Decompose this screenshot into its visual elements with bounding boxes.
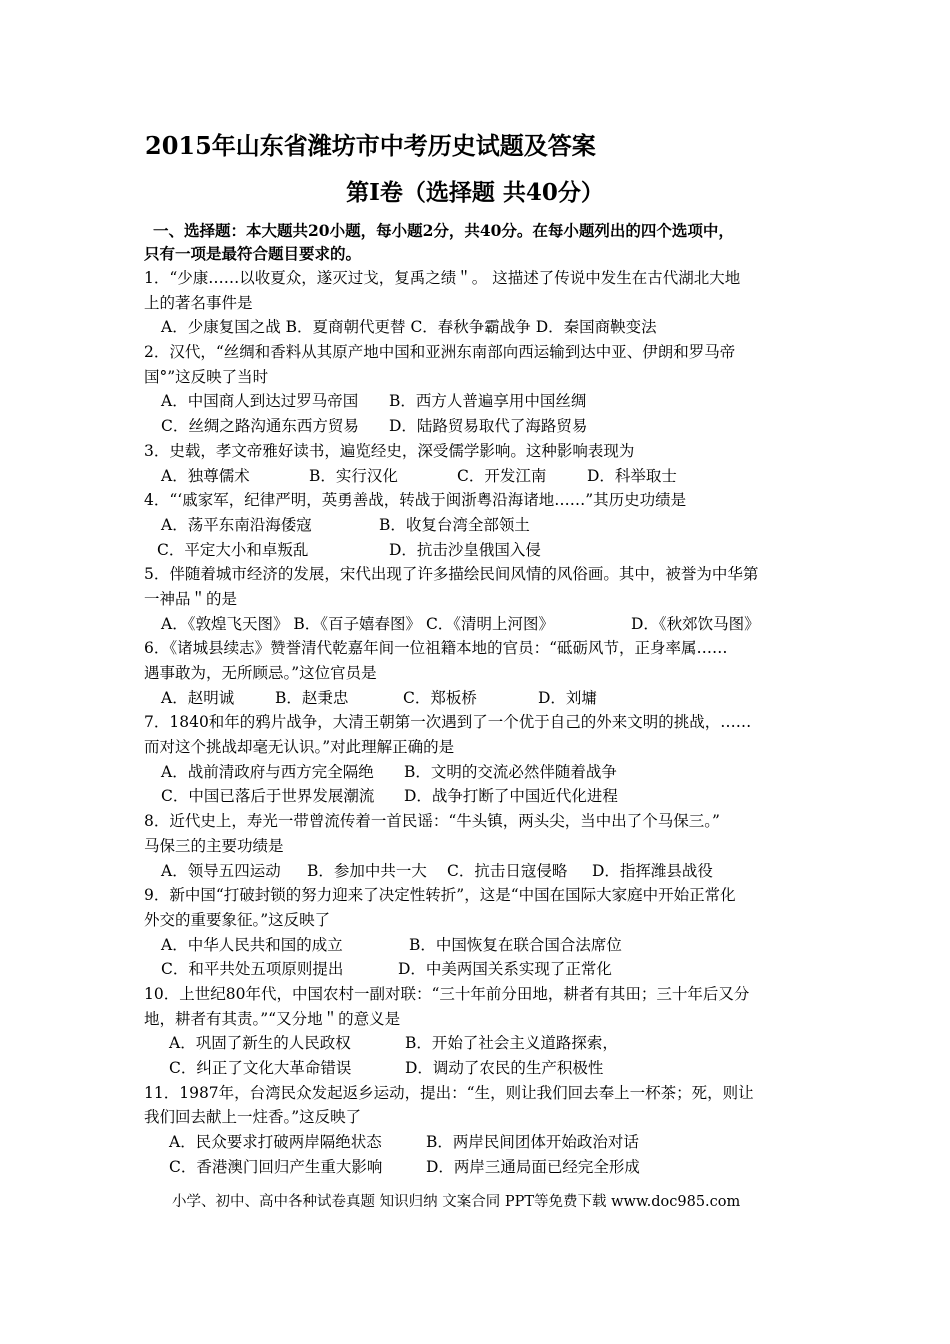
option-a: A．巩固了新生的人民政权 (169, 1034, 351, 1053)
option-d: D．陆路贸易取代了海路贸易 (389, 417, 588, 436)
footer-text: 小学、初中、高中各种试卷真题 知识归纳 文案合同 PPT等免费下载 www.doc985.com (172, 1194, 741, 1210)
document-title: 2015年山东省潍坊市中考历史试题及答案 (145, 131, 596, 160)
option-b: B．实行汉化 (309, 466, 398, 485)
question-3 (144, 439, 814, 488)
option-a: A．战前清政府与西方完全隔绝 (161, 762, 374, 781)
option-b: B．参加中共一大 (307, 861, 427, 880)
options-row (144, 513, 814, 538)
option-c: C．开发江南 (457, 466, 547, 485)
option-b: B．两岸民间团体开始政治对话 (426, 1133, 639, 1152)
option-d: D．中美两国关系实现了正常化 (398, 960, 612, 979)
option-b: B．收复台湾全部领土 (379, 515, 530, 534)
option-d: D．两岸三通局面已经完全形成 (426, 1157, 640, 1176)
option-c: C．平定大小和卓叛乱 (157, 540, 309, 559)
question-stem-line: 一神品＂的是 (144, 589, 238, 608)
option-group: A．少康复国之战 B．夏商朝代更替 C．春秋争霸战争 D．秦国商鞅变法 (161, 318, 657, 337)
option-d: D．刘墉 (538, 688, 597, 707)
option-a: A．赵明诚 (161, 688, 235, 707)
option-a: A．领导五四运动 (161, 861, 281, 880)
option-d: D．指挥潍县战役 (592, 861, 713, 880)
option-b: B．赵秉忠 (275, 688, 349, 707)
question-stem-line: 地，耕者有其责。”“又分地＂的意义是 (144, 1009, 401, 1028)
option-c: C．郑板桥 (403, 688, 477, 707)
section-title: 第Ⅰ卷（选择题 共40分） (346, 179, 604, 206)
options-row (144, 957, 814, 982)
question-7 (144, 710, 814, 809)
question-stem-line: 3．史载，孝文帝雅好读书，遍览经史，深受儒学影响。这种影响表现为 (144, 441, 635, 460)
option-b: B．中国恢复在联合国合法席位 (409, 935, 622, 954)
question-stem-line: 9．新中国“打破封锁的努力迎来了决定性转折”，这是“中国在国际大家庭中开始正常化 (144, 886, 736, 905)
option-b: B．开始了社会主义道路探索， (405, 1034, 618, 1053)
options-row (144, 760, 814, 785)
question-stem-line: 4．“‘戚家军，纪律严明，英勇善战，转战于闽浙粤沿海诸地……”其历史功绩是 (144, 491, 687, 510)
option-d: D．战争打断了中国近代化进程 (404, 787, 618, 806)
option-a: A．独尊儒术 (161, 466, 250, 485)
options-row (144, 686, 814, 711)
question-6 (144, 636, 814, 710)
question-stem-line: 外交的重要象征。”这反映了 (144, 910, 331, 929)
options-row (144, 414, 814, 439)
option-d: D．调动了农民的生产积极性 (405, 1059, 604, 1077)
options-row (144, 538, 814, 563)
options-row (144, 933, 814, 958)
options-row (144, 784, 814, 809)
options-row (144, 859, 814, 884)
option-a: A．荡平东南沿海倭寇 (161, 515, 312, 534)
question-stem-line: 我们回去献上一炷香。”这反映了 (144, 1108, 362, 1127)
option-c: C．纠正了文化大革命错误 (169, 1059, 352, 1077)
question-4 (144, 488, 814, 562)
instructions-line: 只有一项是最符合题目要求的。 (144, 244, 362, 263)
options-row (144, 1056, 814, 1081)
question-10 (144, 982, 814, 1081)
option-c: C．中国已落后于世界发展潮流 (161, 787, 375, 806)
question-stem-line: 上的著名事件是 (144, 293, 253, 312)
options-row (144, 1155, 814, 1180)
question-stem-line: 而对这个挑战却毫无认识。”对此理解正确的是 (144, 738, 455, 757)
question-stem-line: 遇事敢为，无所顾忌。”这位官员是 (144, 664, 377, 682)
question-8 (144, 809, 814, 883)
question-9 (144, 883, 814, 982)
option-b: B．文明的交流必然伴随着战争 (404, 762, 617, 781)
option-d: D．科举取士 (587, 466, 677, 485)
question-1 (144, 266, 814, 340)
question-stem-line: 10．上世纪80年代，中国农村一副对联：“三十年前分田地，耕者有其田；三十年后又分 (144, 984, 750, 1003)
option-a: A．中华人民共和国的成立 (161, 935, 343, 954)
question-2 (144, 340, 814, 439)
options-row (144, 464, 814, 489)
option-b: B．西方人普遍享用中国丝绸 (389, 392, 587, 411)
option-a: A．中国商人到达过罗马帝国 (161, 392, 359, 411)
question-list (144, 266, 814, 1179)
question-stem-line: 国°”这反映了当时 (144, 367, 269, 386)
option-d: D．《秋郊饮马图》 (631, 614, 760, 633)
question-stem-line: 2．汉代，“丝绸和香料从其原产地中国和亚洲东南部向西运输到达中亚、伊朗和罗马帝 (144, 343, 736, 362)
option-a: A．民众要求打破两岸隔绝状态 (169, 1133, 382, 1152)
option-c: C．香港澳门回归产生重大影响 (169, 1157, 383, 1176)
question-stem-line: 5．伴随着城市经济的发展，宋代出现了许多描绘民间风情的风俗画。其中，被誉为中华第 (144, 565, 759, 584)
option-c: C．抗击日寇侵略 (447, 861, 568, 880)
question-11 (144, 1081, 814, 1180)
options-row (144, 389, 814, 414)
option-d: D．抗击沙皇俄国入侵 (389, 540, 541, 559)
question-stem-line: 马保三的主要功绩是 (144, 836, 284, 855)
question-stem-line: 11．1987年，台湾民众发起返乡运动，提出：“生，则让我们回去奉上一杯茶；死，则让 (144, 1083, 754, 1102)
options-row (144, 1031, 814, 1056)
option-c: C．和平共处五项原则提出 (161, 960, 344, 979)
options-row (144, 315, 814, 340)
question-stem-line: 8．近代史上，寿光一带曾流传着一首民谣：“牛头镇，两头尖，当中出了个马保三。” (144, 812, 720, 831)
question-stem-line: 7．1840和年的鸦片战争，大清王朝第一次遇到了一个优于自己的外来文明的挑战，…… (144, 713, 752, 732)
options-row (144, 1130, 814, 1155)
options-row (144, 612, 814, 637)
question-5 (144, 562, 814, 636)
question-stem-line: 1．“少康……以收夏众，遂灭过戈，复禹之绩＂。 这描述了传说中发生在古代湖北大地 (144, 269, 741, 287)
option-group: A．《敦煌飞天图》 B．《百子嬉春图》 C．《清明上河图》 (161, 614, 555, 633)
instructions (144, 219, 810, 265)
instructions-line: 一、选择题：本大题共20小题，每小题2分，共40分。在每小题列出的四个选项中， (153, 221, 734, 240)
option-c: C．丝绸之路沟通东西方贸易 (161, 417, 359, 436)
question-stem-line: 6．《诸城县续志》赞誉清代乾嘉年间一位祖籍本地的官员：“砥砺风节，正身率属…… (144, 639, 728, 658)
